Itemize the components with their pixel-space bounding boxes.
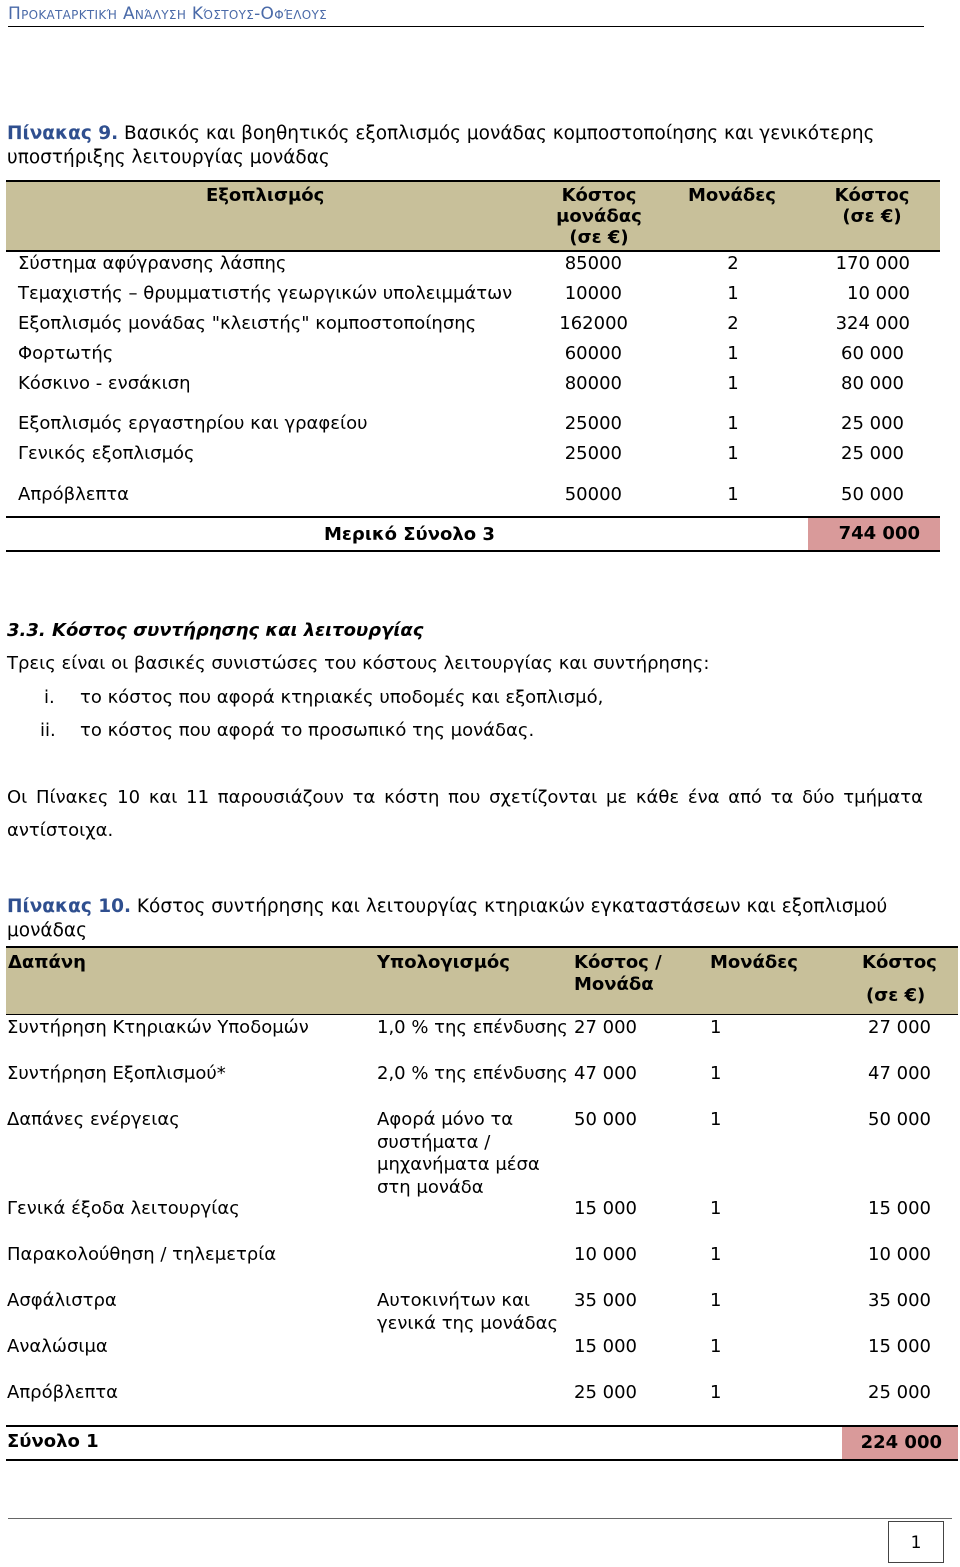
table9-header-equipment: Εξοπλισμός bbox=[206, 185, 325, 206]
table9-row2-unit-cost: 10000 bbox=[564, 283, 622, 304]
section-title: 3.3. Κόστος συντήρησης και λειτουργίας bbox=[7, 620, 424, 641]
table9-row1-item: Σύστημα αφύγρανσης λάσπης bbox=[18, 253, 287, 274]
table9-row4-item: Φορτωτής bbox=[18, 343, 114, 364]
table10-row8-item: Απρόβλεπτα bbox=[7, 1382, 118, 1403]
table10-row1-cost: 27 000 bbox=[868, 1017, 931, 1038]
table10-row2-item: Συντήρηση Εξοπλισμού* bbox=[7, 1063, 226, 1084]
table10-row1-unit-cost: 27 000 bbox=[574, 1017, 637, 1038]
table10-row1-item: Συντήρηση Κτηριακών Υποδομών bbox=[7, 1017, 309, 1038]
table9-row6-units: 1 bbox=[727, 413, 739, 434]
table10-row3-units: 1 bbox=[710, 1109, 722, 1130]
page-header: Προκαταρκτική Ανάλυση Κόστους-Οφέλους bbox=[8, 4, 924, 27]
table9-row5-item: Κόσκινο - ενσάκιση bbox=[18, 373, 191, 394]
table9-subtotal-value: 744 000 bbox=[808, 518, 940, 550]
table10-total-top-rule bbox=[6, 1425, 958, 1427]
table10-header-unit-cost-line1: Κόστος / bbox=[574, 952, 662, 973]
table9-header-cost-line2: (σε €) bbox=[842, 206, 902, 227]
table10-row4-cost: 15 000 bbox=[868, 1198, 931, 1219]
table9-row8-unit-cost: 50000 bbox=[564, 484, 622, 505]
table9-row5-cost: 80 000 bbox=[841, 373, 904, 394]
table9-row6-item: Εξοπλισμός εργαστηρίου και γραφείου bbox=[18, 413, 368, 434]
table10-row8-cost: 25 000 bbox=[868, 1382, 931, 1403]
table9-row8-units: 1 bbox=[727, 484, 739, 505]
table9-row1-cost: 170 000 bbox=[835, 253, 910, 274]
table10-row1-calc: 1,0 % της επένδυσης bbox=[377, 1017, 568, 1038]
table9-header-cost-line1: Κόστος bbox=[834, 185, 910, 206]
table10-row6-calc-line1: Αυτοκινήτων και bbox=[377, 1290, 530, 1311]
table10-row3-calc-line3: μηχανήματα μέσα bbox=[377, 1154, 540, 1175]
table9-row5-units: 1 bbox=[727, 373, 739, 394]
table10-row5-item: Παρακολούθηση / τηλεμετρία bbox=[7, 1244, 277, 1265]
list-item-2-num: ii. bbox=[40, 720, 56, 741]
table10-row8-units: 1 bbox=[710, 1382, 722, 1403]
table9-row1-units: 2 bbox=[727, 253, 739, 274]
table9-caption-text: Βασικός και βοηθητικός εξοπλισμός μονάδας κομποστοποίησης και γενικότερης υποστήριξης λειτουργίας μονάδας bbox=[7, 123, 875, 168]
table10-total-label: Σύνολο 1 bbox=[7, 1431, 99, 1452]
table10-header-cost-line1: Κόστος bbox=[862, 952, 937, 973]
table10-row7-cost: 15 000 bbox=[868, 1336, 931, 1357]
table9-header bbox=[6, 180, 940, 252]
table10-row8-unit-cost: 25 000 bbox=[574, 1382, 637, 1403]
table10-row6-cost: 35 000 bbox=[868, 1290, 931, 1311]
table9-row4-units: 1 bbox=[727, 343, 739, 364]
table10-row3-cost: 50 000 bbox=[868, 1109, 931, 1130]
table9-header-unit-cost-line1: Κόστος bbox=[561, 185, 637, 206]
table9-row4-unit-cost: 60000 bbox=[564, 343, 622, 364]
table9-header-unit-cost bbox=[554, 185, 644, 248]
paragraph-line1: Οι Πίνακες 10 και 11 παρουσιάζουν τα κόστη που σχετίζονται με κάθε ένα από τα δύο τμήματα bbox=[7, 787, 923, 808]
table9-row8-cost: 50 000 bbox=[841, 484, 904, 505]
table10-header-unit-cost-line2: Μονάδα bbox=[574, 974, 654, 995]
table10-header-units: Μονάδες bbox=[710, 952, 798, 973]
table9-subtotal-bottom-rule bbox=[6, 550, 940, 552]
table10-row6-calc-line2: γενικά της μονάδας bbox=[377, 1312, 559, 1334]
table10-header-cost-line2: (σε €) bbox=[866, 985, 926, 1006]
table10-row1-units: 1 bbox=[710, 1017, 722, 1038]
table9-header-units: Μονάδες bbox=[688, 185, 776, 206]
table10-row2-calc: 2,0 % της επένδυσης bbox=[377, 1063, 568, 1084]
table10-row2-unit-cost: 47 000 bbox=[574, 1063, 637, 1084]
table10-row2-cost: 47 000 bbox=[868, 1063, 931, 1084]
table9-row5-unit-cost: 80000 bbox=[564, 373, 622, 394]
table9-row3-item: Εξοπλισμός μονάδας "κλειστής" κομποστοποίησης bbox=[18, 313, 477, 334]
table10-row3-calc bbox=[377, 1109, 540, 1199]
table10-caption-text: Κόστος συντήρησης και λειτουργίας κτηριακών εγκαταστάσεων και εξοπλισμού μονάδας bbox=[7, 896, 888, 941]
table10-row6-item: Ασφάλιστρα bbox=[7, 1290, 117, 1311]
table9-row4-cost: 60 000 bbox=[841, 343, 904, 364]
table10-row7-units: 1 bbox=[710, 1336, 722, 1357]
table10-header-expense: Δαπάνη bbox=[8, 952, 86, 973]
table10-caption bbox=[7, 895, 952, 943]
table10-row4-item: Γενικά έξοδα λειτουργίας bbox=[7, 1198, 240, 1219]
table10-row3-unit-cost: 50 000 bbox=[574, 1109, 637, 1130]
table10-total-value: 224 000 bbox=[842, 1427, 958, 1459]
table9-header-unit-cost-line3: (σε €) bbox=[569, 227, 629, 248]
table9-caption-label: Πίνακας 9. bbox=[7, 123, 119, 144]
table10-header-calc: Υπολογισμός bbox=[377, 952, 510, 973]
table9-header-cost bbox=[832, 185, 912, 227]
table10-header-unit-cost bbox=[574, 952, 662, 996]
table9-row3-unit-cost: 162000 bbox=[559, 313, 628, 334]
table10-row6-calc bbox=[377, 1290, 558, 1335]
table10-row3-calc-line1: Αφορά μόνο τα bbox=[377, 1109, 514, 1130]
table10-row5-unit-cost: 10 000 bbox=[574, 1244, 637, 1265]
table9-row7-cost: 25 000 bbox=[841, 443, 904, 464]
table10-row7-item: Αναλώσιμα bbox=[7, 1336, 108, 1357]
page-number: 1 bbox=[888, 1521, 944, 1563]
table9-row7-units: 1 bbox=[727, 443, 739, 464]
list-item-1-text: το κόστος που αφορά κτηριακές υποδομές και εξοπλισμό, bbox=[80, 687, 604, 708]
table10-row4-units: 1 bbox=[710, 1198, 722, 1219]
list-item-1-num: i. bbox=[44, 687, 55, 708]
footer-rule bbox=[8, 1518, 952, 1519]
table9-header-unit-cost-line2: μονάδας bbox=[556, 206, 642, 227]
table10-header bbox=[6, 946, 958, 1015]
table10-row3-calc-line4: στη μονάδα bbox=[377, 1176, 484, 1198]
table10-row2-units: 1 bbox=[710, 1063, 722, 1084]
table9-row3-cost: 324 000 bbox=[835, 313, 910, 334]
table9-row2-cost: 10 000 bbox=[847, 283, 910, 304]
table10-row3-item: Δαπάνες ενέργειας bbox=[7, 1109, 180, 1130]
table9-row3-units: 2 bbox=[727, 313, 739, 334]
table10-row6-unit-cost: 35 000 bbox=[574, 1290, 637, 1311]
table10-row5-units: 1 bbox=[710, 1244, 722, 1265]
table10-row7-unit-cost: 15 000 bbox=[574, 1336, 637, 1357]
table10-caption-label: Πίνακας 10. bbox=[7, 896, 132, 917]
table9-row6-unit-cost: 25000 bbox=[564, 413, 622, 434]
table9-row2-units: 1 bbox=[727, 283, 739, 304]
table9-subtotal-top-rule bbox=[6, 516, 940, 518]
list-item-2-text: το κόστος που αφορά το προσωπικό της μονάδας. bbox=[80, 720, 535, 741]
section-intro: Τρεις είναι οι βασικές συνιστώσες του κόστους λειτουργίας και συντήρησης: bbox=[7, 653, 710, 674]
table9-row2-item: Τεμαχιστής – θρυμματιστής γεωργικών υπολειμμάτων bbox=[18, 283, 513, 304]
table9-row7-item: Γενικός εξοπλισμός bbox=[18, 443, 195, 464]
table9-row8-item: Απρόβλεπτα bbox=[18, 484, 129, 505]
table10-total-bottom-rule bbox=[6, 1459, 958, 1461]
table10-row6-units: 1 bbox=[710, 1290, 722, 1311]
paragraph-line2: αντίστοιχα. bbox=[7, 820, 114, 841]
table9-subtotal-label: Μερικό Σύνολο 3 bbox=[324, 524, 495, 545]
table9-row1-unit-cost: 85000 bbox=[564, 253, 622, 274]
table9-row7-unit-cost: 25000 bbox=[564, 443, 622, 464]
table10-row4-unit-cost: 15 000 bbox=[574, 1198, 637, 1219]
table9-caption bbox=[7, 122, 907, 170]
table10-row3-calc-line2: συστήματα / bbox=[377, 1131, 491, 1153]
table9-row6-cost: 25 000 bbox=[841, 413, 904, 434]
table10-row5-cost: 10 000 bbox=[868, 1244, 931, 1265]
